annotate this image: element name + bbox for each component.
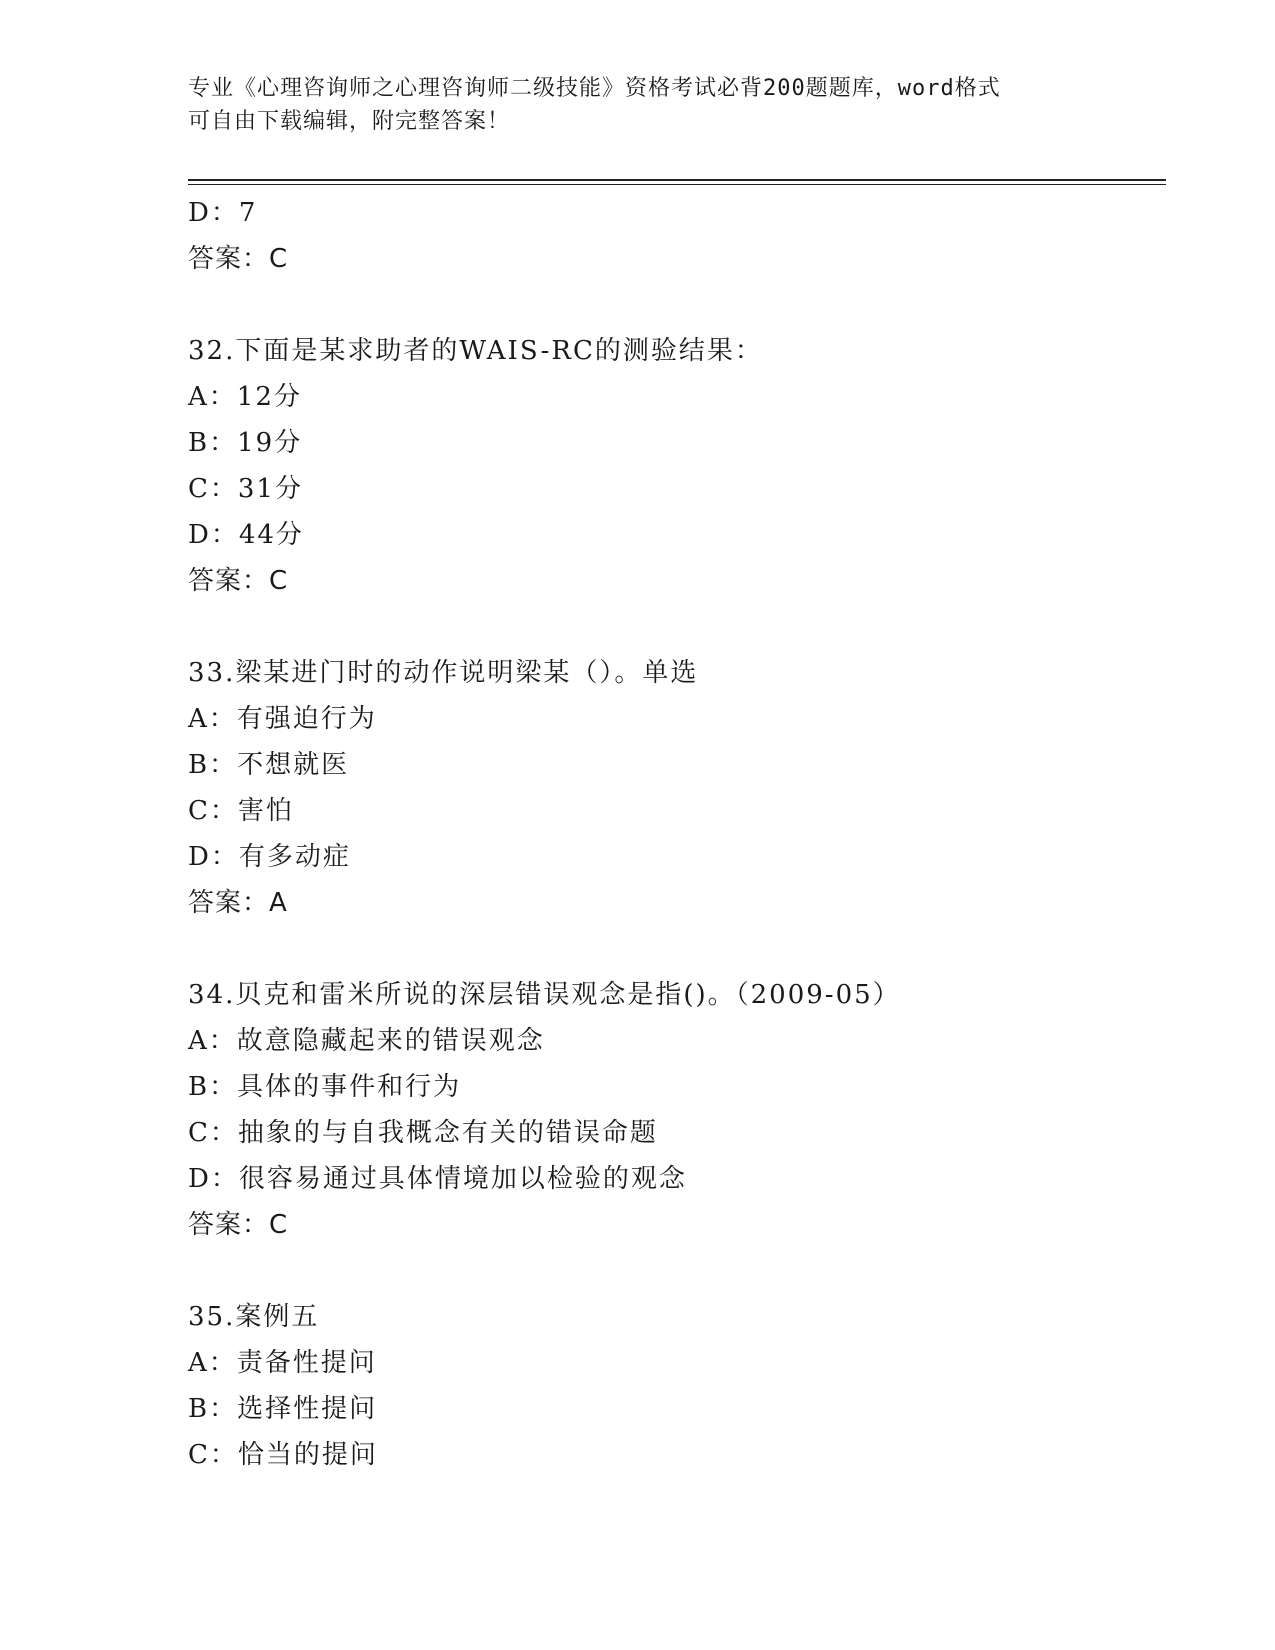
option-d: D：很容易通过具体情境加以检验的观念 bbox=[188, 1164, 687, 1194]
question-stem: 33.梁某进门时的动作说明梁某（）。单选 bbox=[188, 658, 699, 688]
answer: 答案：C bbox=[188, 566, 289, 596]
option-c: C：抽象的与自我概念有关的错误命题 bbox=[188, 1118, 658, 1148]
option-c: C：31分 bbox=[188, 474, 303, 504]
carryover-option-d: D：7 bbox=[188, 198, 258, 228]
option-b: B：19分 bbox=[188, 428, 303, 458]
option-c: C：害怕 bbox=[188, 796, 294, 826]
question-list bbox=[188, 190, 1168, 1478]
question-stem: 35.案例五 bbox=[188, 1302, 320, 1332]
carryover-answer: 答案：C bbox=[188, 244, 289, 274]
option-d: D：有多动症 bbox=[188, 842, 351, 872]
question-stem: 34.贝克和雷米所说的深层错误观念是指()。（2009-05） bbox=[188, 980, 901, 1010]
document-header bbox=[188, 72, 1088, 138]
answer: 答案：A bbox=[188, 888, 288, 918]
question-stem: 32.下面是某求助者的WAIS-RC的测验结果： bbox=[188, 336, 763, 366]
option-c: C：恰当的提问 bbox=[188, 1440, 378, 1470]
header-line-1: 专业《心理咨询师之心理咨询师二级技能》资格考试必背200题题库，word格式 bbox=[188, 76, 1001, 101]
answer: 答案：C bbox=[188, 1210, 289, 1240]
option-d: D：44分 bbox=[188, 520, 304, 550]
option-b: B：选择性提问 bbox=[188, 1394, 378, 1424]
option-a: A：故意隐藏起来的错误观念 bbox=[188, 1026, 545, 1056]
question-32 bbox=[188, 328, 1168, 604]
option-b: B：不想就医 bbox=[188, 750, 350, 780]
option-a: A：责备性提问 bbox=[188, 1348, 377, 1378]
option-b: B：具体的事件和行为 bbox=[188, 1072, 462, 1102]
option-a: A：12分 bbox=[188, 382, 302, 412]
question-35 bbox=[188, 1294, 1168, 1478]
question-34 bbox=[188, 972, 1168, 1248]
option-a: A：有强迫行为 bbox=[188, 704, 377, 734]
header-line-2: 可自由下载编辑，附完整答案！ bbox=[188, 109, 511, 134]
header-divider-thick bbox=[188, 179, 1166, 181]
header-divider-thin bbox=[188, 184, 1166, 185]
question-33 bbox=[188, 650, 1168, 926]
